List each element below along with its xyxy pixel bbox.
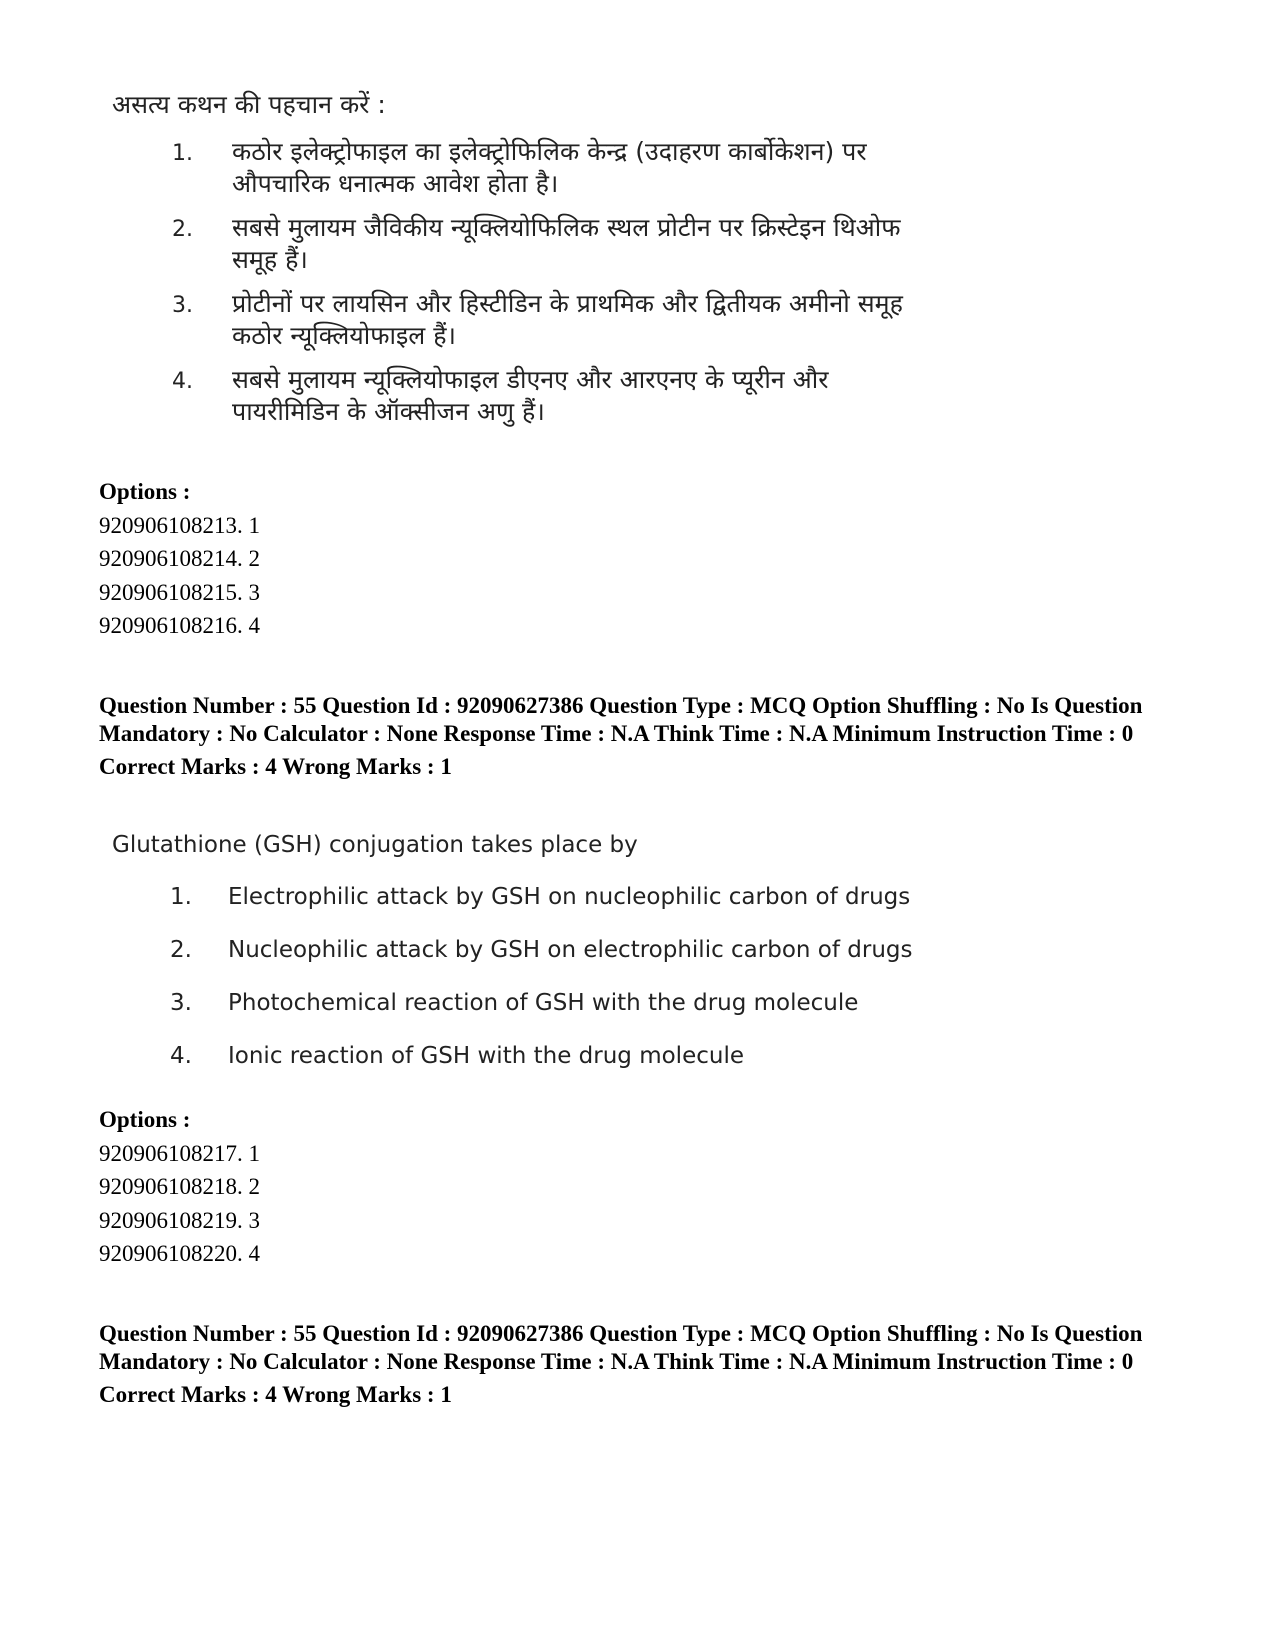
option-item: 920906108218. 2 <box>99 1174 260 1199</box>
item-number: 3. <box>172 293 193 318</box>
options-label: Options : <box>99 1107 191 1132</box>
item-text: Electrophilic attack by GSH on nucleophilic carbon of drugs <box>228 884 911 910</box>
list-item <box>112 988 1012 1041</box>
item-number: 1. <box>170 884 192 910</box>
list-item <box>112 288 1012 352</box>
option-item: 920906108219. 3 <box>99 1207 260 1233</box>
item-text: कठोर इलेक्ट्रोफाइल का इलेक्ट्रोफिलिक केन्द्र (उदाहरण कार्बोकेशन) पर औपचारिक धनात्मक आवेश होता है। <box>232 137 867 198</box>
item-number: 3. <box>170 990 192 1016</box>
question-metadata <box>99 692 1189 781</box>
item-number: 4. <box>172 369 193 394</box>
option-item: 920906108216. 4 <box>99 613 260 638</box>
item-text: सबसे मुलायम न्यूक्लियोफाइल डीएनए और आरएनए के प्यूरीन और पायरीमिडिन के ऑक्सीजन अणु हैं। <box>232 365 829 426</box>
item-number: 1. <box>172 141 193 166</box>
option-item: 920906108214. 2 <box>99 546 260 571</box>
option-item: 920906108215. 3 <box>99 579 260 605</box>
question-info: Question Number : 55 Question Id : 92090627386 Question Type : MCQ Option Shuffling : No Is Question Mandatory : No Calculator : None Response Time : N.A Think Time : N.A Minimum Instruction Time : 0 <box>99 693 1143 746</box>
question-metadata <box>99 1320 1189 1409</box>
options-list <box>99 1103 1179 1271</box>
item-text: प्रोटीनों पर लायसिन और हिस्टीडिन के प्राथमिक और द्वितीयक अमीनो समूह कठोर न्यूक्लियोफाइल हैं। <box>232 289 903 350</box>
list-item <box>112 212 1012 276</box>
hindi-question <box>112 90 1012 440</box>
list-item <box>112 136 1012 200</box>
item-number: 4. <box>170 1043 192 1069</box>
item-number: 2. <box>172 217 193 242</box>
marks-info: Correct Marks : 4 Wrong Marks : 1 <box>99 754 452 779</box>
hindi-question-prompt: असत्य कथन की पहचान करें : <box>112 90 386 119</box>
item-text: सबसे मुलायम जैविकीय न्यूक्लियोफिलिक स्थल प्रोटीन पर क्रिस्टेइन थिओफ समूह हैं। <box>232 213 901 274</box>
list-item <box>112 364 1012 428</box>
item-text: Nucleophilic attack by GSH on electrophilic carbon of drugs <box>228 937 913 963</box>
option-item: 920906108213. 1 <box>99 512 260 538</box>
marks-info: Correct Marks : 4 Wrong Marks : 1 <box>99 1382 452 1407</box>
list-item <box>112 1041 1012 1094</box>
item-number: 2. <box>170 937 192 963</box>
english-question <box>112 830 1012 1094</box>
item-text: Photochemical reaction of GSH with the drug molecule <box>228 990 859 1016</box>
options-list <box>99 475 1179 643</box>
list-item <box>112 935 1012 988</box>
option-item: 920906108217. 1 <box>99 1140 260 1166</box>
list-item <box>112 882 1012 935</box>
options-label: Options : <box>99 479 191 504</box>
item-text: Ionic reaction of GSH with the drug molecule <box>228 1043 744 1069</box>
option-item: 920906108220. 4 <box>99 1241 260 1266</box>
question-info: Question Number : 55 Question Id : 92090627386 Question Type : MCQ Option Shuffling : No Is Question Mandatory : No Calculator : None Response Time : N.A Think Time : N.A Minimum Instruction Time : 0 <box>99 1321 1143 1374</box>
english-question-prompt: Glutathione (GSH) conjugation takes place by <box>112 832 638 858</box>
